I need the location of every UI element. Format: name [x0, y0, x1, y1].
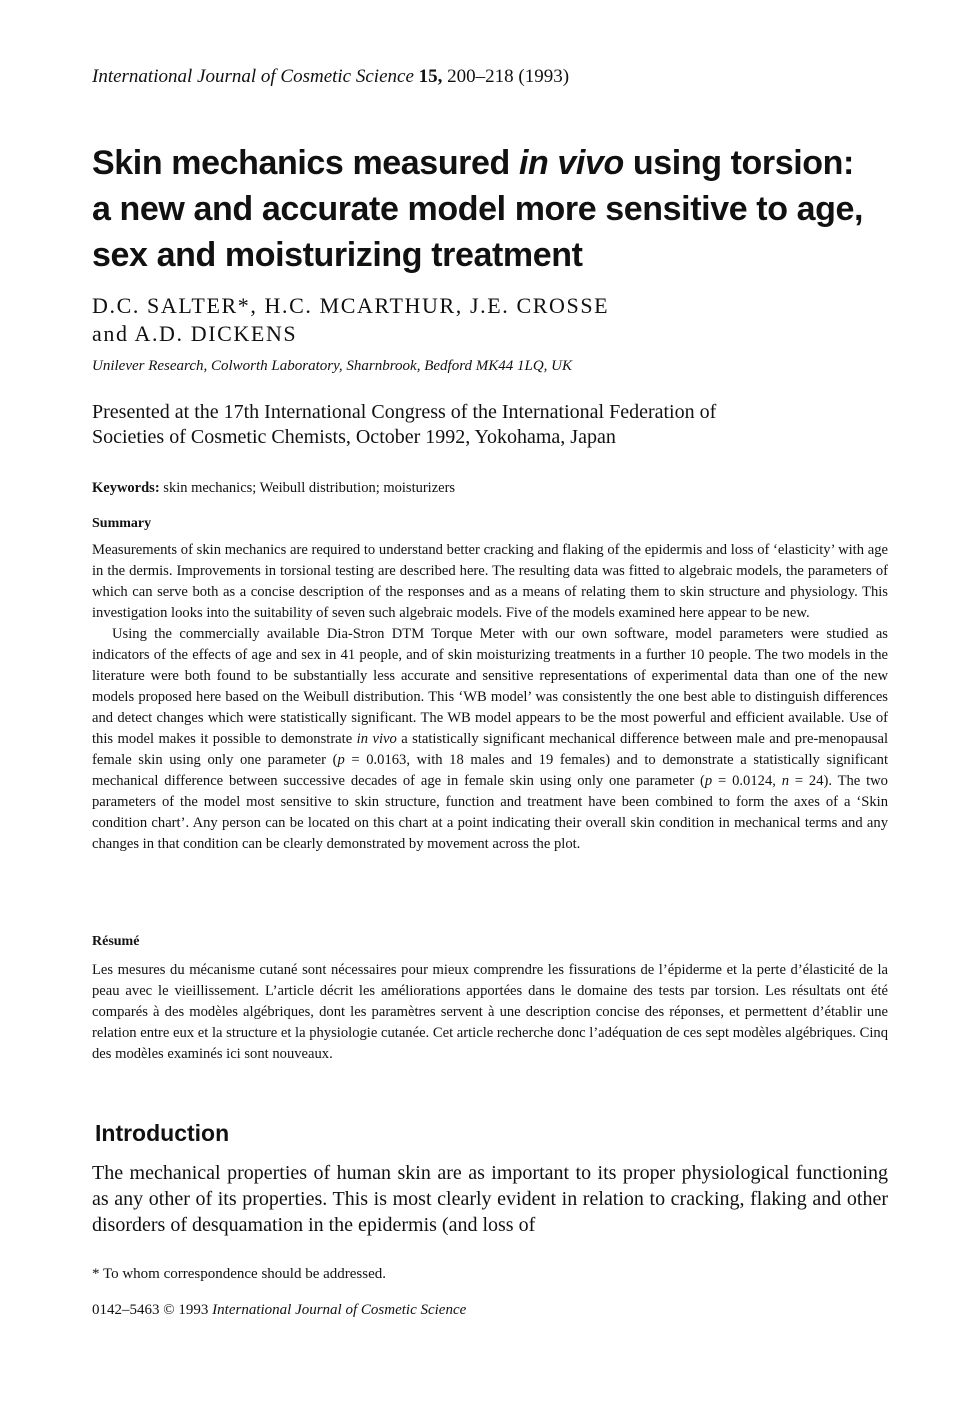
- copyright-code: 0142–5463 © 1993: [92, 1302, 209, 1318]
- summary-text: = 0.0163, with 18 males and 19 females) and to demonstrate a statistically significant mechanical difference between successive decades of age in female skin using only one parameter (: [92, 752, 889, 789]
- journal-volume: 15,: [418, 66, 443, 87]
- summary-paragraph-1: Measurements of skin mechanics are required to understand better cracking and flaking of the epidermis and loss of ‘elasticity’ with age in the dermis. Improvements in torsional testing are described here. The resulting data was fitted to algebraic models, the parameters of which can serve both as a concise description of the responses and as a means of relating them to skin structure and physiology. This investigation looks into the suitability of seven such algebraic models. Five of the models examined here appear to be new.: [92, 542, 888, 621]
- journal-year: (1993): [518, 66, 570, 87]
- summary-italic: in vivo: [356, 731, 397, 747]
- author-list: [92, 292, 609, 348]
- resume-body: [92, 960, 888, 1065]
- affiliation: Unilever Research, Colworth Laboratory, Sharnbrook, Bedford MK44 1LQ, UK: [92, 358, 572, 374]
- resume-paragraph: Les mesures du mécanisme cutané sont nécessaires pour mieux comprendre les fissurations de l’épiderme et la perte d’élasticité de la peau avec le vieillissement. L’article décrit les améliorations apportées dans le domaine des tests par torsion. Les résultats ont été comparés à des modèles algébriques, dont les paramètres servent à une description concise des réponses, et permettent d’établir une relation entre eux et la structure et la physiologie cutanée. Cet article recherche donc l’adéquation de ces sept modèles algébriques. Cinq des modèles examinés ici sont nouveaux.: [92, 962, 888, 1062]
- summary-body: [92, 540, 888, 855]
- summary-text: = 24). The two parameters of the model most sensitive to skin structure, function and treatment have been combined to form the axes of a ‘Skin condition chart’. Any person can be located on this chart at a point indicating their overall skin condition in mechanical terms and any changes in that condition can be clearly demonstrated by movement across the plot.: [92, 773, 888, 852]
- copyright-journal: International Journal of Cosmetic Science: [212, 1302, 467, 1318]
- title-italic: in vivo: [518, 144, 624, 182]
- summary-text: Using the commercially available Dia-Stron DTM Torque Meter with our own software, model parameters were studied as indicators of the effects of age and sex in 41 people, and of skin moisturizing treatments in a further 10 people. The two models in the literature were both found to be substantially less accurate and sensitive representations of experimental data than one of the new models proposed here based on the Weibull distribution. This ‘WB model’ was consistently the one best able to distinguish differences and detect changes which were statistically significant. The WB model appears to be the most powerful and efficient available. Use of this model makes it possible to demonstrate: [92, 626, 888, 747]
- authors-line-1: D.C. SALTER*, H.C. MCARTHUR, J.E. CROSSE: [92, 293, 610, 318]
- journal-pages: 200–218: [447, 66, 514, 87]
- summary-italic: n: [781, 773, 790, 789]
- keywords-label: Keywords:: [92, 480, 160, 496]
- journal-citation: [92, 66, 569, 88]
- summary-text: a statistically significant mechanical difference between male and pre-menopausal female skin using only one parameter (: [92, 731, 888, 768]
- authors-line-2: and A.D. DICKENS: [92, 321, 298, 346]
- journal-name: International Journal of Cosmetic Science: [92, 66, 414, 87]
- footnote: * To whom correspondence should be addressed.: [92, 1266, 387, 1282]
- summary-italic: p: [704, 773, 713, 789]
- title-line-1: [92, 140, 892, 186]
- keywords-text: skin mechanics; Weibull distribution; moisturizers: [163, 480, 456, 496]
- title-line-2: a new and accurate model more sensitive to age,: [92, 190, 864, 228]
- summary-italic: p: [337, 752, 345, 768]
- summary-paragraph-2: [92, 624, 888, 855]
- resume-heading: Résumé: [92, 934, 140, 949]
- paper-title: [92, 140, 892, 278]
- title-text-1b: using torsion:: [623, 144, 854, 182]
- introduction-text: The mechanical properties of human skin are as important to its proper physiological functioning as any other of its properties. This is most clearly evident in relation to cracking, flaking and other disorders of desquamation in the epidermis (and loss of: [92, 1162, 888, 1236]
- copyright-line: [92, 1302, 466, 1319]
- summary-heading: Summary: [92, 516, 152, 531]
- title-text-1a: Skin mechanics measured: [92, 144, 519, 182]
- title-line-3: sex and moisturizing treatment: [92, 236, 583, 274]
- presented-line-1: Presented at the 17th International Congress of the International Federation of: [92, 401, 717, 423]
- introduction-heading: Introduction: [95, 1120, 230, 1146]
- keywords: [92, 480, 455, 497]
- presented-line-2: Societies of Cosmetic Chemists, October 1992, Yokohama, Japan: [92, 426, 616, 448]
- summary-text: = 0.0124,: [712, 773, 782, 789]
- presentation-note: [92, 400, 716, 450]
